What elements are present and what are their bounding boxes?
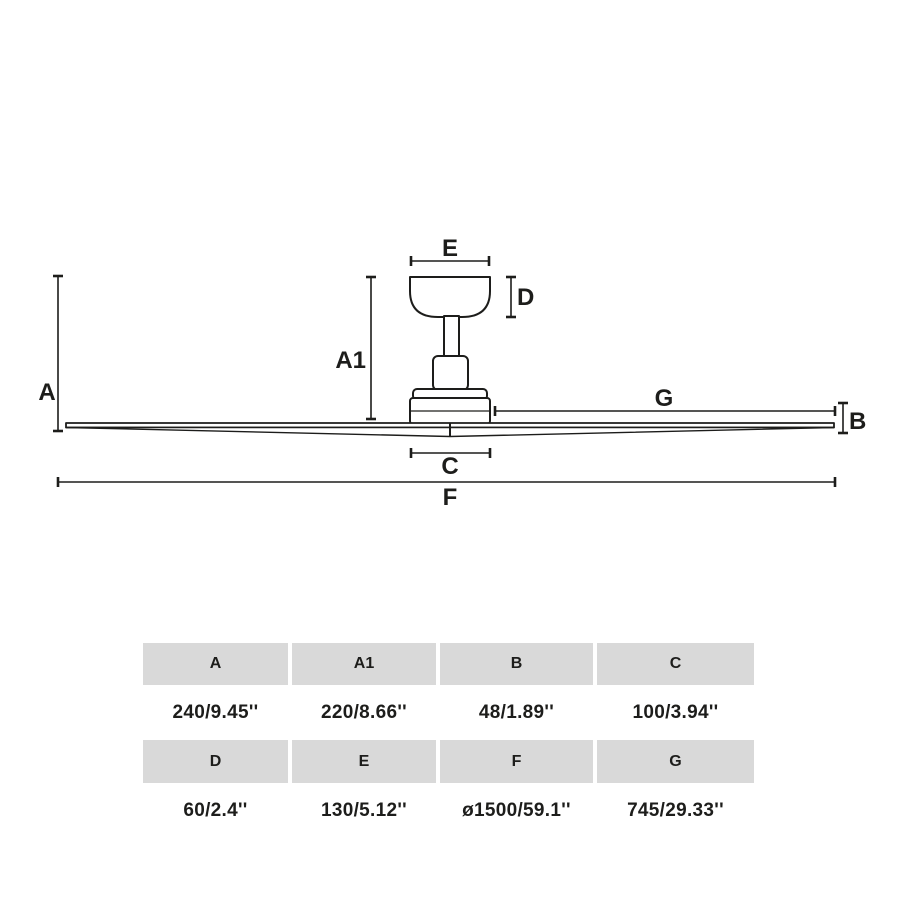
table-value-b: 48/1.89'' [440, 685, 593, 740]
dim-c [411, 448, 490, 480]
table-header-a: A [143, 643, 288, 685]
table-value-c: 100/3.94'' [597, 685, 754, 740]
fan-drawing [66, 277, 834, 437]
dim-d [506, 277, 534, 317]
dim-g [495, 385, 835, 416]
table-header-f: F [440, 740, 593, 783]
table-value-d: 60/2.4'' [143, 783, 288, 839]
dim-g-label: G [654, 385, 674, 412]
table-header-a1: A1 [292, 643, 436, 685]
table-header-g: G [597, 740, 754, 783]
dim-e-label: E [441, 235, 459, 262]
dim-e [411, 235, 489, 266]
table-value-g: 745/29.33'' [597, 783, 754, 839]
dim-a1 [335, 277, 376, 419]
table-header-c: C [597, 643, 754, 685]
table-value-e: 130/5.12'' [292, 783, 436, 839]
table-value-a1: 220/8.66'' [292, 685, 436, 740]
dim-b-label: B [849, 408, 867, 435]
table-header-e: E [292, 740, 436, 783]
dim-b [838, 403, 866, 435]
dim-d-label: D [517, 284, 535, 311]
dim-f-label: F [442, 484, 458, 511]
table-header-d: D [143, 740, 288, 783]
canopy-shape [410, 277, 490, 317]
downrod-shape [444, 316, 459, 357]
table-value-f: ø1500/59.1'' [440, 783, 593, 839]
dim-a [38, 276, 63, 431]
dim-a1-label: A1 [335, 347, 366, 374]
table-header-b: B [440, 643, 593, 685]
dim-f [58, 477, 835, 511]
dimension-table [143, 643, 755, 839]
dim-a-label: A [38, 379, 56, 406]
coupling-shape [433, 356, 468, 390]
table-value-a: 240/9.45'' [143, 685, 288, 740]
dim-c-label: C [441, 453, 459, 480]
